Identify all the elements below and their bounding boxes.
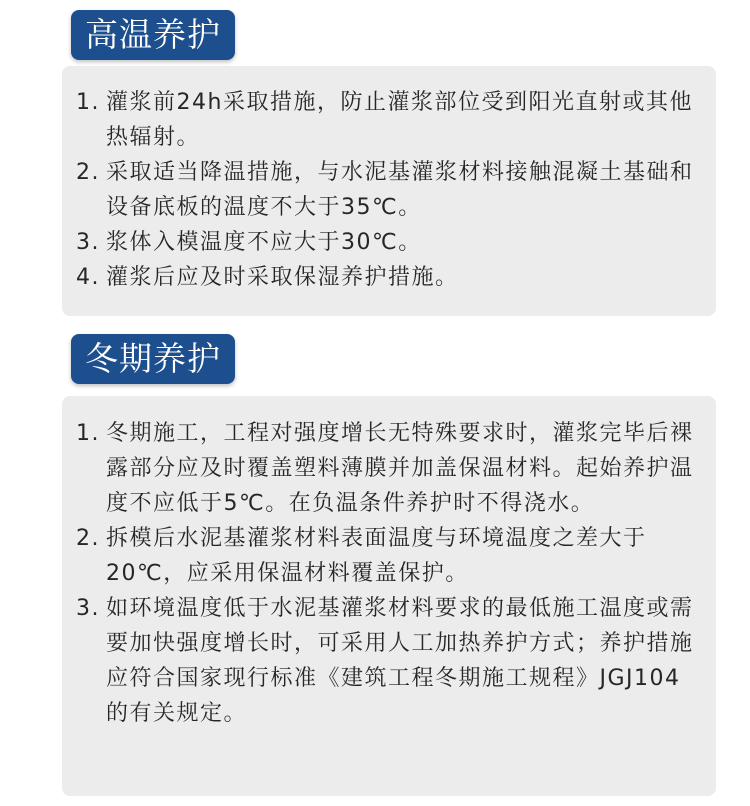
item-number: 2. xyxy=(76,526,100,551)
item-text: 浆体入模温度不应大于30℃。 xyxy=(106,230,422,255)
section-title-winter: 冬期养护 xyxy=(71,334,235,384)
list-high-temp xyxy=(76,85,702,295)
section-title-high-temp: 高温养护 xyxy=(71,10,235,60)
panel-winter xyxy=(62,396,716,796)
item-number: 2. xyxy=(76,160,100,185)
item-number: 3. xyxy=(76,596,100,621)
item-text: 冬期施工，工程对强度增长无特殊要求时，灌浆完毕后裸露部分应及时覆盖塑料薄膜并加盖保温材料。起始养护温度不应低于5℃。在负温条件养护时不得浇水。 xyxy=(106,421,694,516)
panel-high-temp xyxy=(62,66,716,316)
list-item xyxy=(76,591,702,731)
list-item xyxy=(76,416,702,521)
item-text: 灌浆后应及时采取保湿养护措施。 xyxy=(106,265,459,290)
list-item xyxy=(76,85,702,155)
item-number: 1. xyxy=(76,90,100,115)
list-item xyxy=(76,521,702,591)
list-item xyxy=(76,260,702,295)
list-item xyxy=(76,155,702,225)
item-text: 采取适当降温措施，与水泥基灌浆材料接触混凝土基础和设备底板的温度不大于35℃。 xyxy=(106,160,694,220)
item-text: 灌浆前24h采取措施，防止灌浆部位受到阳光直射或其他热辐射。 xyxy=(106,90,693,150)
list-winter xyxy=(76,416,702,731)
list-item xyxy=(76,225,702,260)
item-text: 如环境温度低于水泥基灌浆材料要求的最低施工温度或需要加快强度增长时，可采用人工加热养护方式；养护措施应符合国家现行标准《建筑工程冬期施工规程》JGJ104的有关规定。 xyxy=(106,596,694,726)
item-number: 4. xyxy=(76,265,100,290)
item-number: 3. xyxy=(76,230,100,255)
item-number: 1. xyxy=(76,421,100,446)
item-text: 拆模后水泥基灌浆材料表面温度与环境温度之差大于20℃，应采用保温材料覆盖保护。 xyxy=(106,526,647,586)
